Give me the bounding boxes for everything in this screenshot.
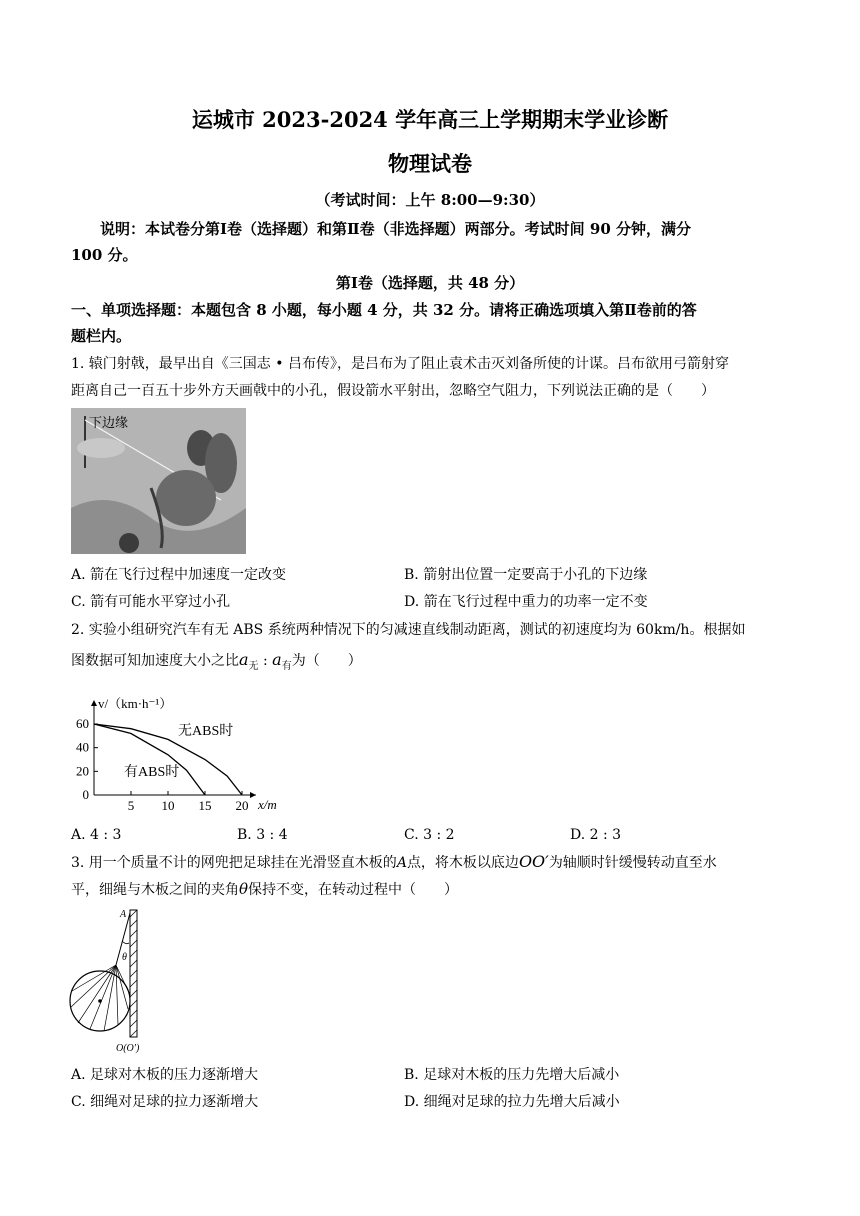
q3-option-c[interactable]: C. 细绳对足球的拉力逐渐增大: [71, 1094, 259, 1110]
q2-stem-pre: 图数据可知加速度大小之比: [71, 653, 239, 669]
q1-image-label: 下边缘: [89, 416, 129, 431]
q2-stem-line2: [71, 650, 362, 672]
exam-title: 运城市 2023-2024 学年高三上学期期末学业诊断: [191, 107, 669, 132]
q3-stem-line2: [71, 879, 458, 899]
q1-option-b[interactable]: B. 箭射出位置一定要高于小孔的下边缘: [404, 567, 648, 583]
q3-axis-label: OO′: [518, 852, 549, 871]
q2-ratio-sub2: 有: [281, 660, 292, 672]
q2-ratio-a2: a: [272, 650, 282, 669]
q3-ball-wall-figure: [66, 905, 156, 1055]
q2-option-b[interactable]: B. 3 : 4: [237, 827, 288, 843]
q3-stem-post: 为轴顺时针缓慢转动直至水: [548, 855, 717, 871]
q2-option-c[interactable]: C. 3 : 2: [404, 827, 455, 843]
q3-stem2-pre: 平，细绳与木板之间的夹角: [71, 882, 239, 898]
q3-theta: θ: [239, 880, 249, 898]
q2-stem-post: 为（ ）: [291, 653, 362, 669]
q3-fig-label-o: O(O′): [116, 1043, 140, 1054]
q3-fig-label-a: A: [120, 909, 127, 920]
q1-option-d[interactable]: D. 箭在飞行过程中重力的功率一定不变: [404, 594, 648, 610]
x-tick-label: 15: [198, 798, 212, 813]
q1-option-a[interactable]: A. 箭在飞行过程中加速度一定改变: [71, 567, 287, 583]
y-tick-label: 20: [76, 763, 89, 779]
instructions-line2: 100 分。: [71, 246, 138, 264]
q3-stem-mid: 点，将木板以底边: [406, 855, 519, 871]
exam-time: （考试时间：上午 8:00—9:30）: [315, 191, 545, 209]
q3-stem-pre: 3. 用一个质量不计的网兜把足球挂在光滑竖直木板的: [71, 855, 397, 871]
x-tick-label: 10: [161, 798, 175, 813]
q2-ratio-a1: a: [239, 650, 249, 669]
y-tick-label: 60: [76, 716, 89, 731]
q3-point-a: A: [396, 855, 407, 871]
series-label-no-abs: 无ABS时: [178, 724, 234, 739]
q2-ratio-sub1: 无: [248, 660, 259, 672]
q3-stem-line1: [71, 852, 717, 872]
q2-option-d[interactable]: D. 2 : 3: [570, 827, 622, 843]
section-heading: 第Ⅰ卷（选择题，共 48 分）: [335, 274, 525, 292]
y-tick-label: 40: [76, 739, 89, 755]
q1-stem-line2: 距离自己一百五十步外方天画戟中的小孔，假设箭水平射出，忽略空气阻力，下列说法正确的是（ ）: [71, 383, 715, 399]
q2-option-a[interactable]: A. 4 : 3: [71, 827, 122, 843]
q1-stem-line1: 1. 辕门射戟，最早出自《三国志 • 吕布传》，是吕布为了阻止袁术击灭刘备所使的计谋。吕布欲用弓箭射穿: [71, 356, 729, 372]
abs-braking-chart: [66, 694, 296, 820]
y-axis-arrow: [91, 700, 97, 706]
part-heading-line2: 题栏内。: [71, 327, 132, 345]
q1-illustration: [71, 408, 246, 554]
subject-title: 物理试卷: [388, 151, 472, 176]
x-tick-label: 5: [127, 798, 135, 813]
x-tick-label: 20: [235, 798, 249, 813]
y-tick-label: 0: [82, 787, 89, 802]
q1-option-c[interactable]: C. 箭有可能水平穿过小孔: [71, 594, 231, 610]
chart-x-axis-label: x/m: [258, 797, 277, 812]
instructions-line1: 说明：本试卷分第Ⅰ卷（选择题）和第Ⅱ卷（非选择题）两部分。考试时间 90 分钟，满分: [100, 220, 691, 238]
q3-option-b[interactable]: B. 足球对木板的压力先增大后减小: [404, 1067, 620, 1083]
series-label-with-abs: 有ABS时: [124, 765, 180, 780]
chart-y-axis-label: v/（km·h⁻¹）: [98, 696, 173, 711]
q2-stem-line1: 2. 实验小组研究汽车有无 ABS 系统两种情况下的匀减速直线制动距离，测试的初速度均为 60km/h。根据如: [71, 622, 746, 638]
q3-option-a[interactable]: A. 足球对木板的压力逐渐增大: [71, 1067, 259, 1083]
chart-axes: [91, 700, 256, 798]
q3-stem2-post: 保持不变，在转动过程中（ ）: [248, 882, 459, 898]
q3-fig-label-theta: θ: [122, 952, 127, 963]
x-axis-arrow: [250, 792, 256, 798]
part-heading-line1: 一、单项选择题：本题包含 8 小题，每小题 4 分，共 32 分。请将正确选项填入第Ⅱ卷前的答: [71, 301, 697, 319]
q2-ratio-colon: :: [258, 653, 273, 669]
q3-option-d[interactable]: D. 细绳对足球的拉力先增大后减小: [404, 1094, 620, 1110]
